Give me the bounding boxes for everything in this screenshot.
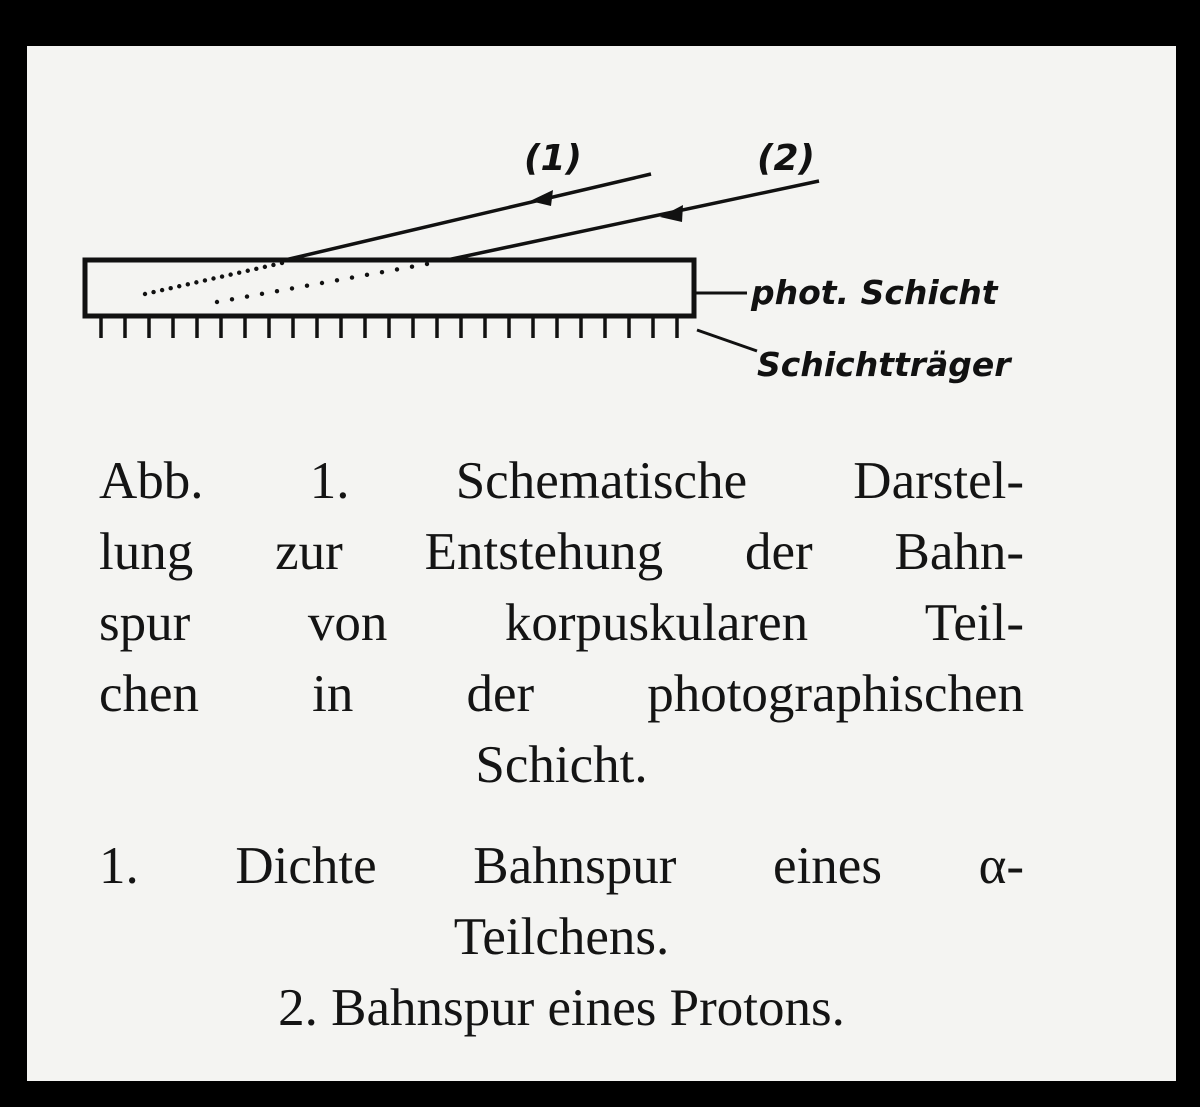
legend-item-1: 1. Dichte Bahnspur eines α- bbox=[99, 837, 1024, 895]
track-dot bbox=[245, 294, 249, 298]
legend-items bbox=[99, 831, 1024, 1044]
track-dot bbox=[254, 267, 258, 271]
track-dot bbox=[237, 270, 241, 274]
slide-frame bbox=[27, 46, 1176, 1081]
track-dot bbox=[380, 270, 384, 274]
track-dot bbox=[275, 289, 279, 293]
substrate-hatching bbox=[101, 318, 677, 338]
track-dot bbox=[271, 263, 275, 267]
substrate-label: Schichtträger bbox=[757, 345, 1011, 384]
track-dot bbox=[410, 265, 414, 269]
legend-item-2: 2. Bahnspur eines Protons. bbox=[278, 979, 845, 1037]
track-dot bbox=[320, 281, 324, 285]
track-dot bbox=[194, 280, 198, 284]
track-1-dotted-path bbox=[143, 261, 284, 296]
track-dot bbox=[228, 272, 232, 276]
track-dot bbox=[230, 297, 234, 301]
track-dot bbox=[186, 282, 190, 286]
caption-line: spur von korpuskularen Teil- bbox=[99, 594, 1024, 652]
track-dot bbox=[290, 286, 294, 290]
track-dot bbox=[425, 262, 429, 266]
track-dot bbox=[395, 267, 399, 271]
photographic-layer bbox=[85, 260, 694, 316]
legend-item-1-continued: Teilchens. bbox=[453, 908, 670, 966]
schematic-diagram bbox=[27, 46, 1176, 446]
track-dot bbox=[305, 284, 309, 288]
track-dot bbox=[211, 276, 215, 280]
track-1-arrowhead bbox=[530, 190, 553, 206]
track-dot bbox=[143, 292, 147, 296]
track-dot bbox=[263, 265, 267, 269]
track-dot bbox=[220, 274, 224, 278]
track-2-line bbox=[447, 181, 819, 260]
track-dot bbox=[203, 278, 207, 282]
track-dot bbox=[350, 275, 354, 279]
track-dot bbox=[151, 290, 155, 294]
track-dot bbox=[168, 286, 172, 290]
caption-line: Abb. 1. Schematische Darstel- bbox=[99, 452, 1024, 510]
track-1-line bbox=[285, 174, 651, 260]
figure-caption bbox=[99, 446, 1024, 801]
track-dot bbox=[260, 292, 264, 296]
track-dot bbox=[365, 273, 369, 277]
track-dot bbox=[215, 300, 219, 304]
substrate-leader-line bbox=[697, 330, 757, 351]
caption-line: lung zur Entstehung der Bahn- bbox=[99, 523, 1024, 581]
track-dot bbox=[246, 269, 250, 273]
caption-line: Schicht. bbox=[475, 736, 648, 794]
track-2-dotted-path bbox=[215, 262, 429, 304]
layer-label: phot. Schicht bbox=[751, 273, 998, 312]
track-2-label: (2) bbox=[757, 138, 815, 179]
track-dot bbox=[335, 278, 339, 282]
track-dot bbox=[160, 288, 164, 292]
caption-line: chen in der photographischen bbox=[99, 665, 1024, 723]
track-dot bbox=[177, 284, 181, 288]
track-1-label: (1) bbox=[524, 138, 582, 179]
track-dot bbox=[280, 261, 284, 265]
